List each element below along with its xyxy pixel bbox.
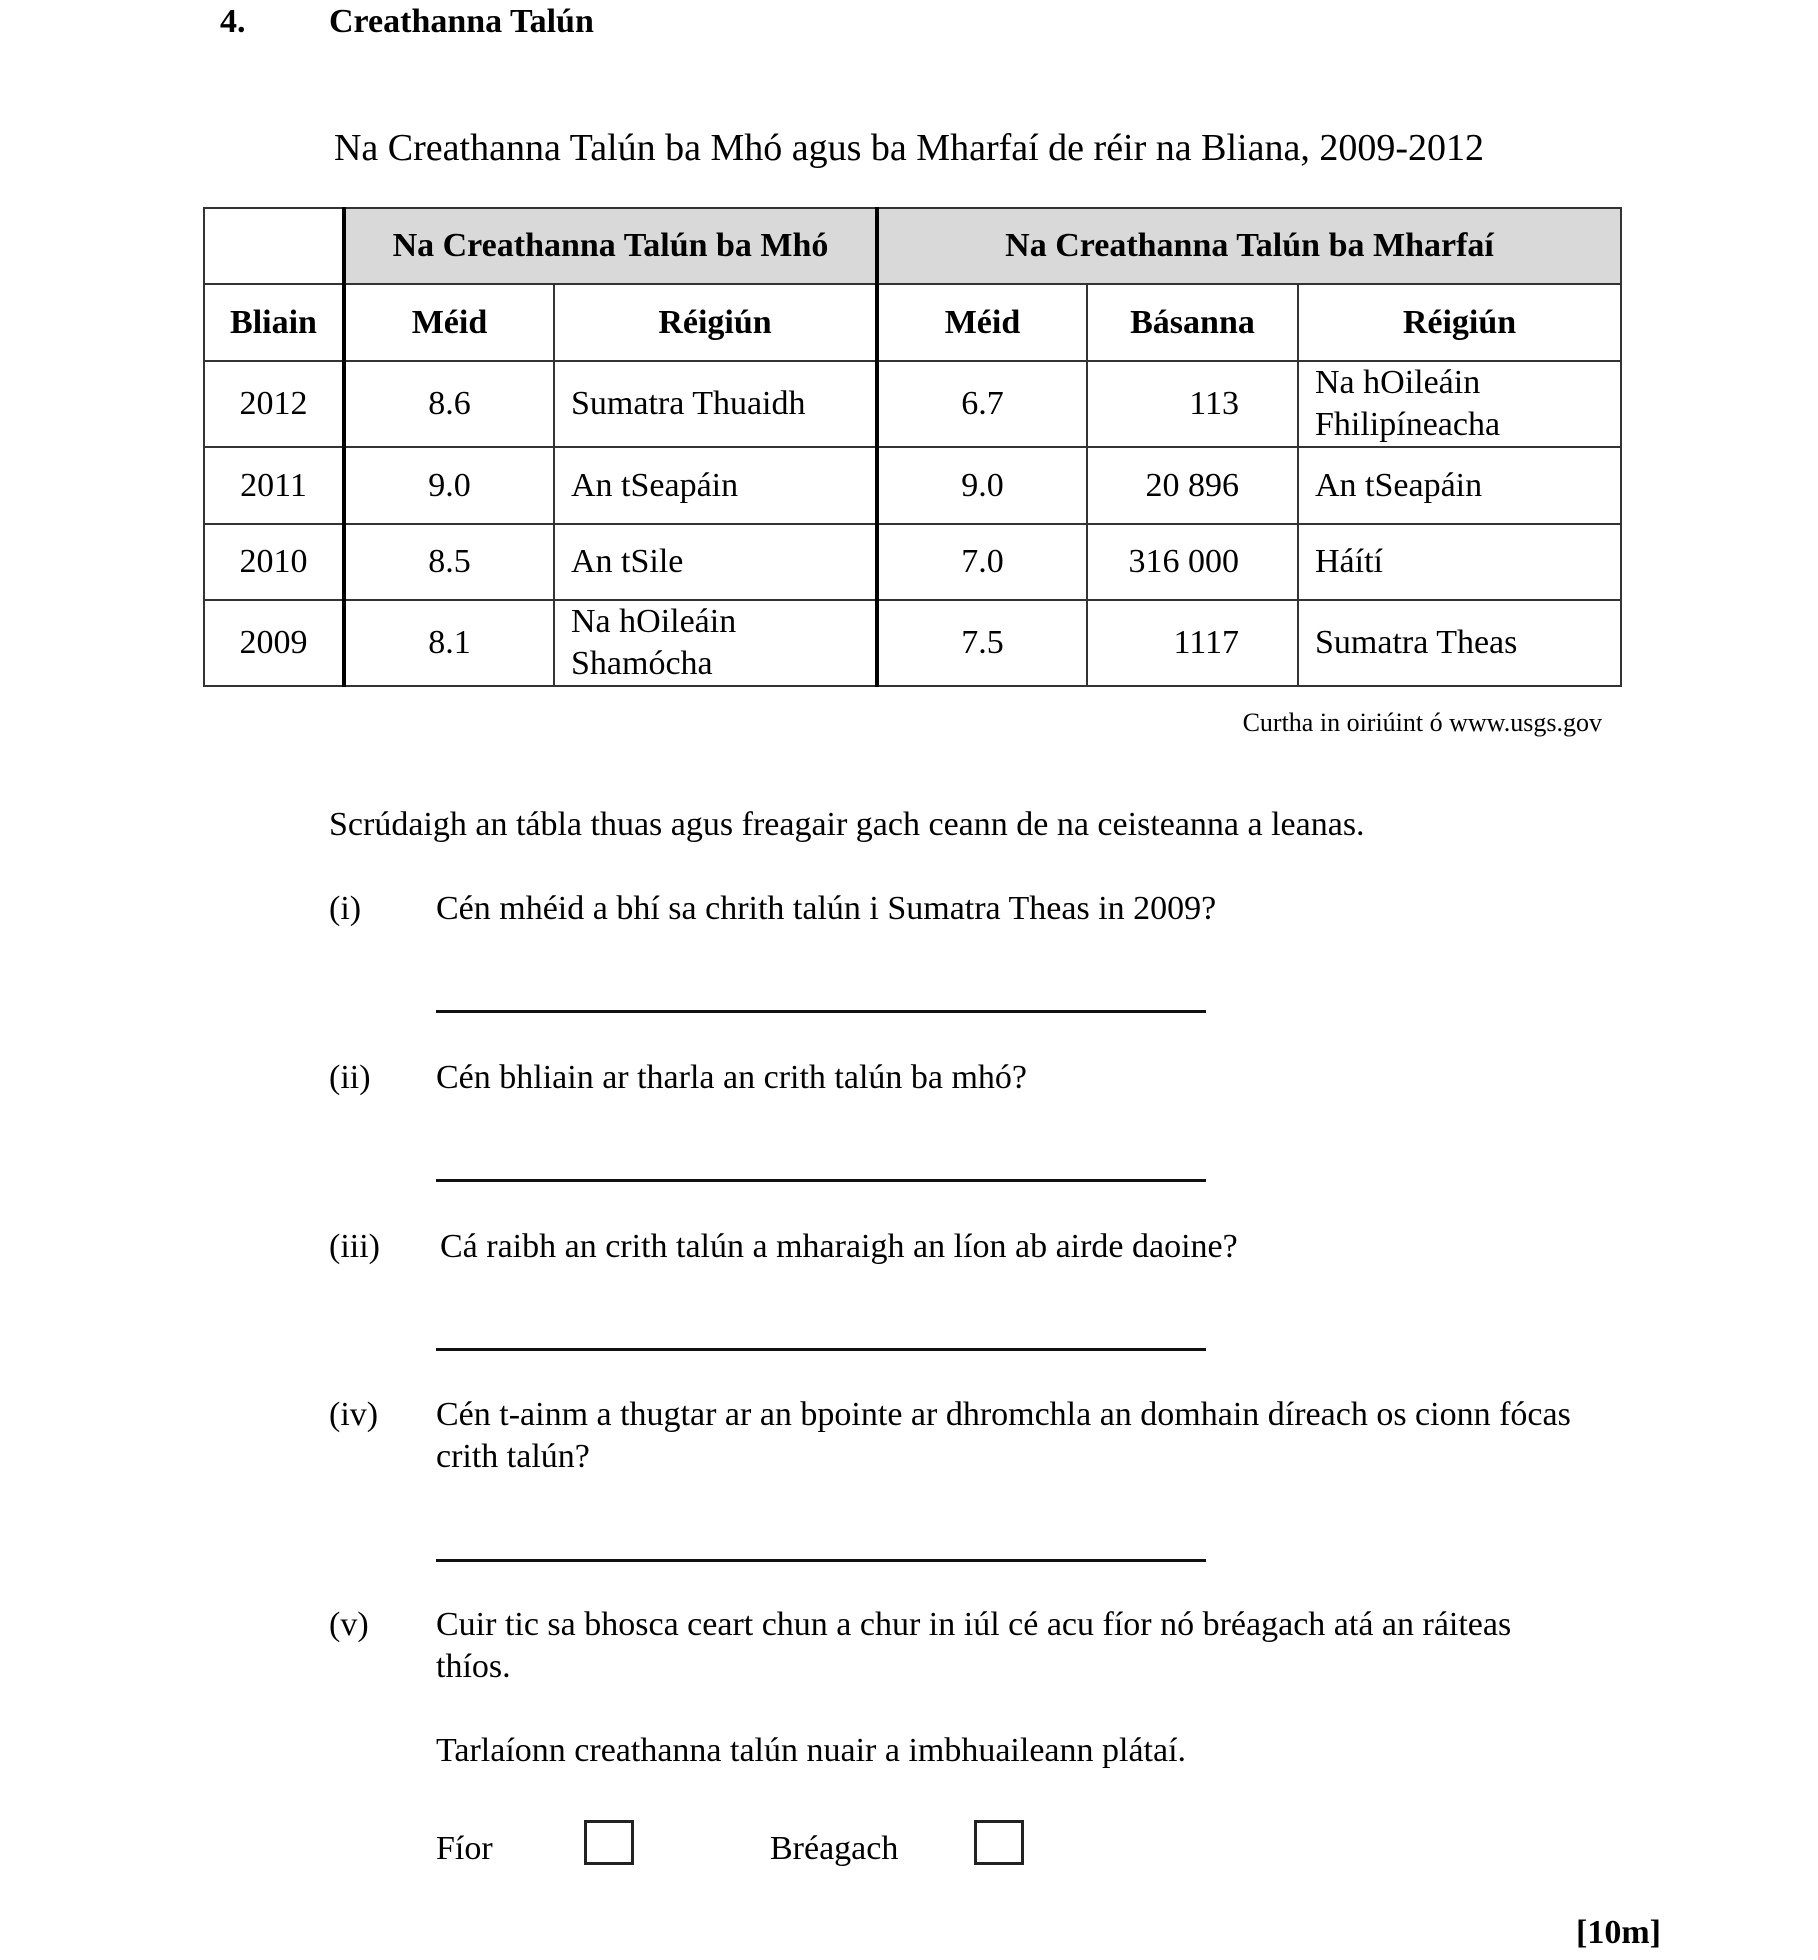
cell-largest-region	[554, 600, 877, 686]
answer-line[interactable]	[436, 1179, 1206, 1182]
cell-year: 2010	[204, 524, 344, 600]
table-row	[204, 361, 1621, 447]
false-checkbox[interactable]	[974, 1820, 1024, 1865]
cell-largest-region-line2: Shamócha	[571, 645, 713, 682]
part-label: (iv)	[329, 1396, 379, 1433]
marks-label: [10m]	[1576, 1914, 1661, 1951]
col-header-largest-region: Réigiún	[554, 284, 877, 361]
answer-line[interactable]	[436, 1559, 1206, 1562]
cell-deadliest-magnitude: 7.0	[877, 524, 1087, 600]
part-question: Cá raibh an crith talún a mharaigh an líon ab airde daoine?	[440, 1228, 1238, 1265]
cell-deadliest-region: Háítí	[1298, 524, 1621, 600]
cell-largest-magnitude: 8.5	[344, 524, 554, 600]
col-header-year: Bliain	[204, 284, 344, 361]
cell-deadliest-magnitude: 7.5	[877, 600, 1087, 686]
col-header-deaths: Básanna	[1087, 284, 1298, 361]
cell-largest-region: Sumatra Thuaidh	[554, 361, 877, 447]
group-header-deadliest: Na Creathanna Talún ba Mharfaí	[877, 208, 1621, 284]
statement: Tarlaíonn creathanna talún nuair a imbhuaileann plátaí.	[436, 1732, 1187, 1769]
cell-deadliest-region: An tSeapáin	[1298, 447, 1621, 524]
cell-largest-region: An tSile	[554, 524, 877, 600]
part-question-line2: thíos.	[436, 1648, 511, 1685]
cell-deaths: 1117	[1087, 600, 1298, 686]
cell-deadliest-region: Sumatra Theas	[1298, 600, 1621, 686]
cell-largest-region: An tSeapáin	[554, 447, 877, 524]
table-group-header-row	[204, 208, 1621, 284]
question-title: Creathanna Talún	[329, 3, 594, 40]
cell-year: 2012	[204, 361, 344, 447]
table-row	[204, 524, 1621, 600]
col-header-deadliest-region: Réigiún	[1298, 284, 1621, 361]
part-question: Cén bhliain ar tharla an crith talún ba mhó?	[436, 1059, 1028, 1096]
cell-year: 2011	[204, 447, 344, 524]
answer-line[interactable]	[436, 1010, 1206, 1013]
cell-deadliest-magnitude: 9.0	[877, 447, 1087, 524]
true-checkbox[interactable]	[584, 1820, 634, 1865]
col-header-largest-magnitude: Méid	[344, 284, 554, 361]
part-question-line1: Cén t-ainm a thugtar ar an bpointe ar dhromchla an domhain díreach os cionn fócas	[436, 1396, 1571, 1433]
cell-largest-magnitude: 8.1	[344, 600, 554, 686]
part-question-line2: crith talún?	[436, 1438, 590, 1475]
true-label: Fíor	[436, 1830, 493, 1867]
empty-header-cell	[204, 208, 344, 284]
cell-largest-magnitude: 9.0	[344, 447, 554, 524]
cell-deaths: 113	[1087, 361, 1298, 447]
group-header-largest: Na Creathanna Talún ba Mhó	[344, 208, 877, 284]
part-question-line1: Cuir tic sa bhosca ceart chun a chur in iúl cé acu fíor nó bréagach atá an ráiteas	[436, 1606, 1512, 1643]
part-label: (v)	[329, 1606, 369, 1643]
cell-largest-region-line1: Na hOileáin	[571, 603, 737, 640]
answer-line[interactable]	[436, 1348, 1206, 1351]
instructions: Scrúdaigh an tábla thuas agus freagair gach ceann de na ceisteanna a leanas.	[329, 806, 1365, 843]
false-label: Bréagach	[770, 1830, 899, 1867]
table-row	[204, 600, 1621, 686]
cell-deaths: 316 000	[1087, 524, 1298, 600]
cell-deadliest-magnitude: 6.7	[877, 361, 1087, 447]
part-label: (ii)	[329, 1059, 371, 1096]
cell-deadliest-region-line1: Na hOileáin	[1315, 364, 1481, 401]
cell-deadliest-region	[1298, 361, 1621, 447]
part-label: (i)	[329, 890, 362, 927]
cell-year: 2009	[204, 600, 344, 686]
part-label: (iii)	[329, 1228, 380, 1265]
part-question: Cén mhéid a bhí sa chrith talún i Sumatra Theas in 2009?	[436, 890, 1217, 927]
table-source: Curtha in oiriúint ó www.usgs.gov	[1242, 708, 1602, 737]
table-column-header-row	[204, 284, 1621, 361]
earthquake-table	[203, 207, 1622, 687]
cell-largest-magnitude: 8.6	[344, 361, 554, 447]
cell-deadliest-region-line2: Fhilipíneacha	[1315, 406, 1501, 443]
cell-deaths: 20 896	[1087, 447, 1298, 524]
question-number: 4.	[220, 3, 246, 40]
table-title: Na Creathanna Talún ba Mhó agus ba Mharfaí de réir na Bliana, 2009-2012	[333, 127, 1484, 169]
table-row	[204, 447, 1621, 524]
col-header-deadliest-magnitude: Méid	[877, 284, 1087, 361]
